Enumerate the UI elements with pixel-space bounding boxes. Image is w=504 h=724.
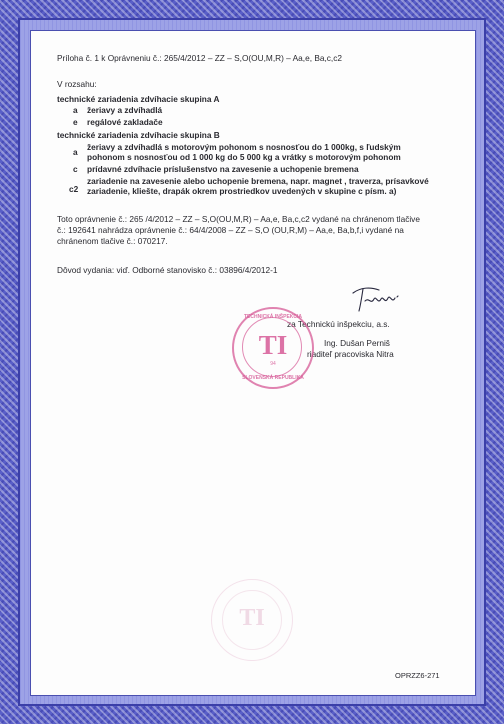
item-text: žeriavy a zdvíhadlá xyxy=(87,105,163,115)
item-letter: a xyxy=(73,105,78,115)
item-text: zariadenie, kliešte, drapák okrem prostriedkov uvedených v skupine c písm. a) xyxy=(87,186,397,196)
handwritten-signature xyxy=(349,283,407,313)
item-text: zariadenie na zavesenie alebo uchopenie bremena, napr. magnet , traverza, prísavkové xyxy=(87,176,429,186)
embossed-seal-initials: TI xyxy=(239,605,265,631)
item-letter: c xyxy=(73,164,78,174)
stamp-bottom-text: SLOVENSKÁ REPUBLIKA xyxy=(242,375,304,381)
stamp-number: 94 xyxy=(270,361,276,367)
document-page xyxy=(30,30,476,696)
item-text: pohonom s nosnosťou od 1 000 kg do 5 000 kg a vrátky s motorovým pohonom xyxy=(87,152,401,162)
item-letter: e xyxy=(73,117,78,127)
embossed-seal xyxy=(211,579,293,661)
reason-line: Dôvod vydania: viď. Odborné stanovisko č.: 03896/4/2012-1 xyxy=(57,265,278,275)
signature-for-line: za Technickú inšpekciu, a.s. xyxy=(287,319,390,329)
header-line: Príloha č. 1 k Oprávneniu č.: 265/4/2012 – ZZ – S,O(OU,M,R) – Aa,e, Ba,c,c2 xyxy=(57,53,342,63)
form-code: OPRZZ6-271 xyxy=(395,671,440,680)
official-stamp xyxy=(232,307,314,389)
validity-line: Toto oprávnenie č.: 265 /4/2012 – ZZ – S,O(OU,M,R) – Aa,e, Ba,c,c2 vydané na chránenom tlačive xyxy=(57,214,420,224)
signatory-role: riaditeľ pracoviska Nitra xyxy=(307,349,394,359)
item-letter: a xyxy=(73,147,78,157)
item-text: žeriavy a zdvíhadlá s motorovým pohonom s nosnosťou do 1 000kg, s ľudským xyxy=(87,142,401,152)
stamp-initials: TI xyxy=(258,330,288,360)
validity-line: č.: 192641 nahrádza oprávnenie č.: 64/4/2008 – ZZ – S,O (OU,R,M) – Aa,e, Ba,b,f,i vydané na xyxy=(57,225,404,235)
item-letter: c2 xyxy=(69,184,79,194)
validity-line: chránenom tlačive č.: 070217. xyxy=(57,236,168,246)
item-text: regálové zakladače xyxy=(87,117,163,127)
group-b-title: technické zariadenia zdvíhacie skupina B xyxy=(57,130,220,140)
scope-label: V rozsahu: xyxy=(57,79,97,89)
item-text: prídavné zdvíhacie príslušenstvo na zavesenie a uchopenie bremena xyxy=(87,164,359,174)
signatory-name: Ing. Dušan Perniš xyxy=(324,338,390,348)
stamp-top-text: TECHNICKÁ INŠPEKCIA xyxy=(243,314,303,320)
group-a-title: technické zariadenia zdvíhacie skupina A xyxy=(57,94,220,104)
